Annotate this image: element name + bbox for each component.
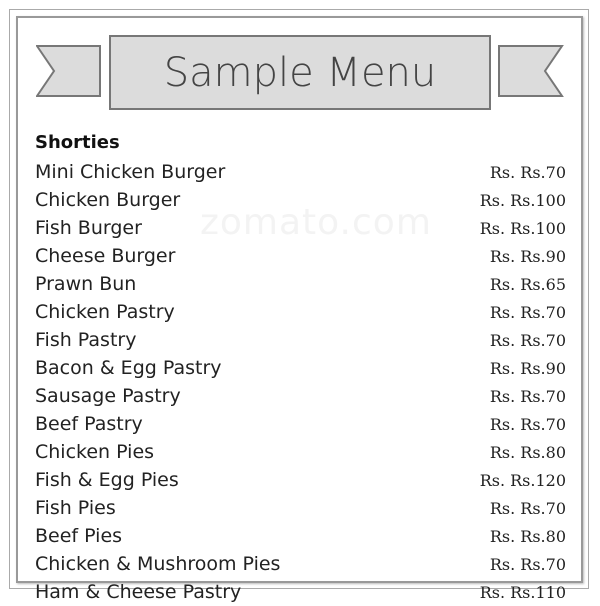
item-price: Rs. Rs.80 bbox=[489, 442, 566, 462]
item-price: Rs. Rs.70 bbox=[489, 386, 566, 406]
menu-item bbox=[35, 578, 566, 606]
menu-item bbox=[35, 550, 566, 578]
item-price: Rs. Rs.90 bbox=[489, 246, 566, 266]
title-banner bbox=[109, 35, 491, 110]
item-price: Rs. Rs.90 bbox=[489, 358, 566, 378]
item-price: Rs. Rs.110 bbox=[479, 582, 566, 602]
menu-item bbox=[35, 522, 566, 550]
menu-item bbox=[35, 410, 566, 438]
item-price: Rs. Rs.70 bbox=[489, 302, 566, 322]
item-name: Fish Burger bbox=[35, 217, 142, 239]
item-name: Mini Chicken Burger bbox=[35, 161, 226, 183]
menu-item bbox=[35, 438, 566, 466]
ribbon-left-icon bbox=[36, 45, 102, 97]
item-price: Rs. Rs.70 bbox=[489, 414, 566, 434]
item-price: Rs. Rs.100 bbox=[479, 218, 566, 238]
item-name: Ham & Cheese Pastry bbox=[35, 581, 242, 603]
menu-item bbox=[35, 270, 566, 298]
item-name: Bacon & Egg Pastry bbox=[35, 357, 222, 379]
menu-item bbox=[35, 494, 566, 522]
item-name: Prawn Bun bbox=[35, 273, 137, 295]
item-price: Rs. Rs.100 bbox=[479, 190, 566, 210]
item-name: Cheese Burger bbox=[35, 245, 176, 267]
menu-item bbox=[35, 326, 566, 354]
menu-item bbox=[35, 466, 566, 494]
item-name: Sausage Pastry bbox=[35, 385, 181, 407]
item-price: Rs. Rs.65 bbox=[489, 274, 566, 294]
ribbon-right-icon bbox=[498, 45, 564, 97]
menu-title: Sample Menu bbox=[163, 49, 437, 96]
item-price: Rs. Rs.70 bbox=[489, 498, 566, 518]
item-price: Rs. Rs.70 bbox=[489, 554, 566, 574]
item-name: Fish & Egg Pies bbox=[35, 469, 179, 491]
item-price: Rs. Rs.70 bbox=[489, 330, 566, 350]
item-name: Beef Pastry bbox=[35, 413, 143, 435]
menu-item bbox=[35, 354, 566, 382]
item-name: Chicken & Mushroom Pies bbox=[35, 553, 281, 575]
menu-item bbox=[35, 382, 566, 410]
item-price: Rs. Rs.80 bbox=[489, 526, 566, 546]
menu-item bbox=[35, 242, 566, 270]
menu-item bbox=[35, 298, 566, 326]
item-price: Rs. Rs.70 bbox=[489, 162, 566, 182]
menu-item bbox=[35, 158, 566, 186]
item-name: Fish Pastry bbox=[35, 329, 137, 351]
item-name: Chicken Pastry bbox=[35, 301, 175, 323]
item-name: Beef Pies bbox=[35, 525, 123, 547]
item-name: Fish Pies bbox=[35, 497, 116, 519]
item-price: Rs. Rs.120 bbox=[479, 470, 566, 490]
watermark: zomato.com bbox=[200, 202, 432, 243]
menu-item bbox=[35, 186, 566, 214]
section-heading: Shorties bbox=[35, 132, 120, 153]
item-name: Chicken Pies bbox=[35, 441, 155, 463]
menu-item bbox=[35, 214, 566, 242]
item-name: Chicken Burger bbox=[35, 189, 181, 211]
